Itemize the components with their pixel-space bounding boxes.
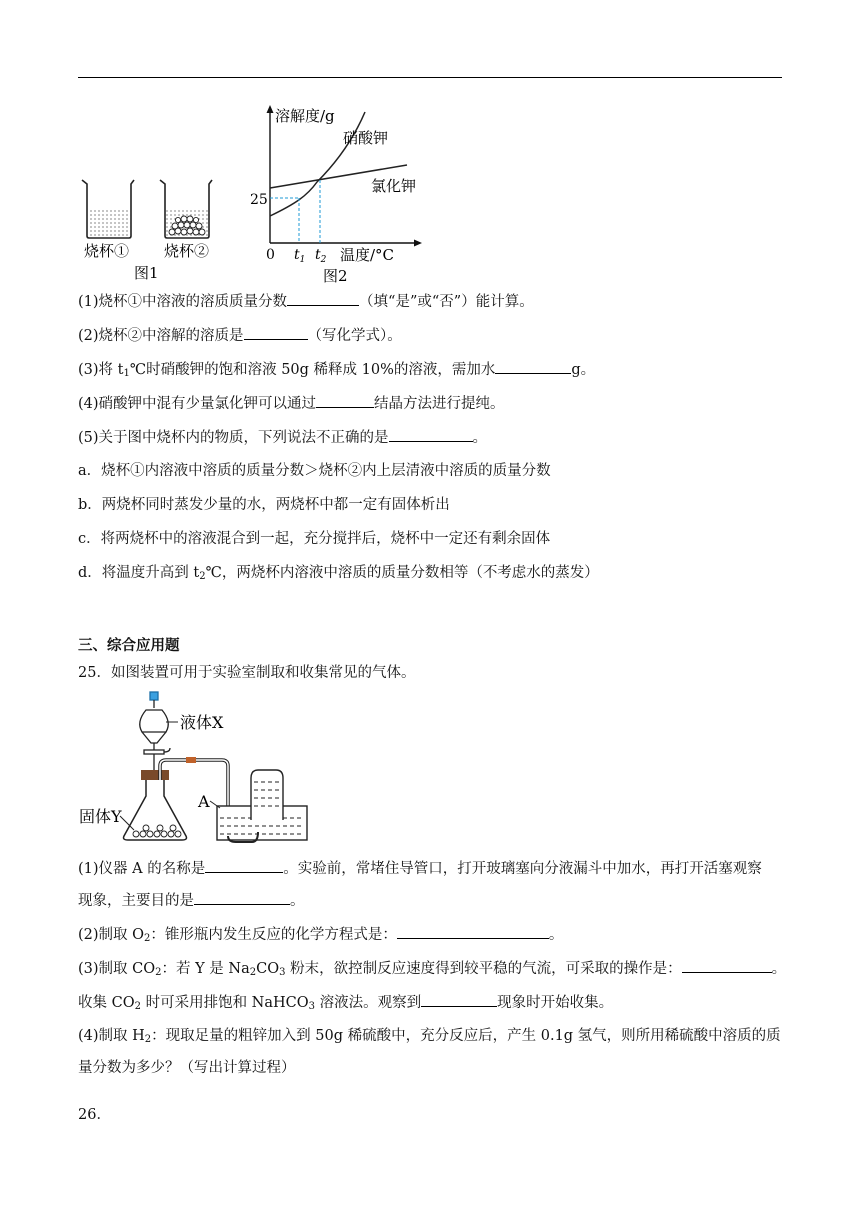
q25-stem: 25．如图装置可用于实验室制取和收集常见的气体。: [78, 665, 416, 681]
q24-option-a: a．烧杯①内溶液中溶质的质量分数＞烧杯②内上层清液中溶质的质量分数: [78, 463, 551, 479]
q24-option-b: b．两烧杯同时蒸发少量的水，两烧杯中都一定有固体析出: [78, 497, 450, 513]
answer-blank[interactable]: [194, 890, 290, 905]
y-axis-label: 溶解度/g: [275, 107, 335, 125]
answer-blank[interactable]: [421, 992, 497, 1007]
figure-apparatus: [78, 688, 318, 848]
section-3-heading: 三、综合应用题: [78, 637, 180, 654]
answer-blank[interactable]: [397, 924, 549, 939]
answer-blank[interactable]: [682, 958, 772, 973]
q24-part-1: (1)烧杯①中溶液的溶质质量分数 （填“是”或“否”）能计算。: [78, 291, 534, 312]
x-axis-label: 温度/°C: [340, 246, 395, 264]
origin-label: 0: [266, 247, 275, 263]
curve-1-label: 硝酸钾: [343, 129, 389, 147]
figure-2-caption: 图2: [323, 267, 348, 285]
label-solid-y: 固体Y: [79, 807, 122, 826]
beaker-1-label: 烧杯①: [84, 242, 130, 260]
answer-blank[interactable]: [244, 325, 308, 340]
answer-blank[interactable]: [205, 858, 283, 873]
answer-blank[interactable]: [316, 393, 374, 408]
q25-part-4-line-1: (4)制取 $H_2$：现取足量的粗锌加入到 50g 稀硫酸中，充分反应后，产生 0.1g 氢气，则所用稀硫酸中溶质的质: [78, 1028, 781, 1045]
q25-part-3-line-1: (3)制取 $CO_2$：若 Y 是 $Na_2CO_3$ 粉末，欲控制反应速度得到较平稳的气流，可采取的操作是： 。: [78, 958, 786, 979]
q24-option-c: c．将两烧杯中的溶液混合到一起，充分搅拌后，烧杯中一定还有剩余固体: [78, 531, 551, 547]
answer-blank[interactable]: [389, 427, 473, 442]
separatory-funnel: [140, 692, 170, 776]
t1-label: $t_1$: [294, 247, 306, 265]
answer-blank[interactable]: [495, 359, 571, 374]
q25-part-1-line-1: (1)仪器 A 的名称是 。实验前，常堵住导管口，打开玻璃塞向分液漏斗中加水，再打开活塞观察: [78, 858, 762, 879]
q24-part-4: (4)硝酸钾中混有少量氯化钾可以通过 结晶方法进行提纯。: [78, 393, 505, 414]
label-a: A: [198, 792, 210, 811]
answer-blank[interactable]: [287, 291, 359, 306]
curve-2-label: 氯化钾: [371, 177, 417, 195]
beaker-1: [82, 180, 134, 238]
rubber-connector: [186, 757, 196, 763]
q25-part-2: (2)制取 $O_2$：锥形瓶内发生反应的化学方程式是： 。: [78, 924, 563, 945]
q24-part-5: (5)关于图中烧杯内的物质，下列说法不正确的是 。: [78, 427, 487, 448]
x-axis-arrow-icon: [414, 240, 422, 247]
figure-1-beakers: [78, 170, 238, 285]
q25-part-3-line-2: 收集 $CO_2$ 时可采用排饱和 NaHCO$_3$ 溶液法。观察到 现象时开始收集。: [78, 992, 613, 1013]
curve-potassium-nitrate: [270, 112, 365, 216]
y-tick-25: 25: [250, 192, 268, 208]
q24-part-2: (2)烧杯②中溶解的溶质是 （写化学式）。: [78, 325, 402, 346]
q25-part-1-line-2: 现象，主要目的是 。: [78, 890, 305, 911]
header-rule: [78, 77, 782, 78]
y-axis-arrow-icon: [267, 105, 274, 113]
collection-bottle: [251, 770, 283, 820]
figure-2-solubility-chart: [245, 100, 430, 285]
label-liquid-x: 液体X: [180, 713, 224, 732]
q24-option-d: d．将温度升高到 $t_2℃$，两烧杯内溶液中溶质的质量分数相等（不考虑水的蒸发）: [78, 565, 599, 582]
beaker-2-label: 烧杯②: [164, 242, 210, 260]
q24-part-3: (3)将 $t_1℃$时硝酸钾的饱和溶液 50g 稀释成 10%的溶液，需加水 g。: [78, 359, 595, 380]
erlenmeyer-flask: [124, 780, 187, 840]
t2-label: $t_2$: [315, 247, 327, 265]
q26-number: 26．: [78, 1107, 111, 1123]
beaker-2: [160, 180, 212, 238]
q25-part-4-line-2: 量分数为多少？（写出计算过程）: [78, 1060, 296, 1076]
stopper: [141, 770, 169, 780]
figure-1-caption: 图1: [134, 264, 159, 282]
